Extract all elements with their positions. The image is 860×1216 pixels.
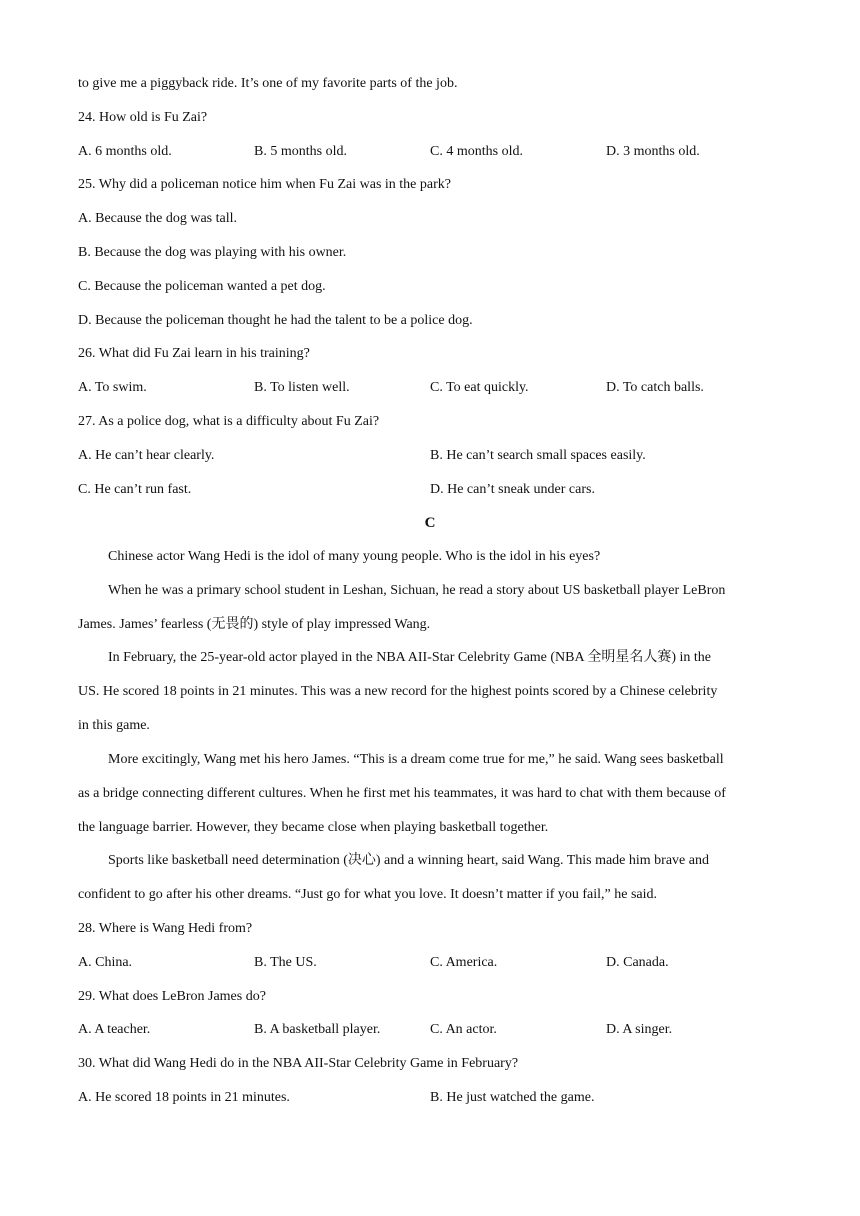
option-29-d: D. A singer. (606, 1022, 673, 1037)
passage-c-line: in this game. (78, 718, 150, 733)
option-26-d: D. To catch balls. (606, 380, 704, 395)
option-26-b: B. To listen well. (254, 380, 350, 395)
passage-c-line: the language barrier. However, they became close when playing basketball together. (78, 820, 549, 835)
option-29-c: C. An actor. (430, 1022, 497, 1037)
option-26-a: A. To swim. (78, 380, 147, 395)
passage-c-line: Chinese actor Wang Hedi is the idol of many young people. Who is the idol in his eyes? (108, 549, 601, 564)
option-28-d: D. Canada. (606, 955, 669, 970)
option-24-b: B. 5 months old. (254, 144, 347, 159)
question-25: 25. Why did a policeman notice him when Fu Zai was in the park? (78, 177, 451, 192)
passage-c-line: US. He scored 18 points in 21 minutes. This was a new record for the highest points scored by a Chinese celebrity (78, 684, 718, 699)
section-c-heading: C (424, 515, 436, 531)
question-24: 24. How old is Fu Zai? (78, 110, 208, 125)
passage-c-line: When he was a primary school student in Leshan, Sichuan, he read a story about US basketball player LeBron (108, 583, 726, 598)
passage-c-line: James. James’ fearless (无畏的) style of play impressed Wang. (78, 617, 431, 632)
option-24-a: A. 6 months old. (78, 144, 172, 159)
option-30-a: A. He scored 18 points in 21 minutes. (78, 1090, 290, 1105)
option-30-b: B. He just watched the game. (430, 1090, 595, 1105)
passage-b-final-line: to give me a piggyback ride. It’s one of my favorite parts of the job. (78, 76, 458, 91)
question-30: 30. What did Wang Hedi do in the NBA AII-Star Celebrity Game in February? (78, 1056, 519, 1071)
passage-c-line: confident to go after his other dreams. “Just go for what you love. It doesn’t matter if you fail,” he said. (78, 887, 658, 902)
option-25-d: D. Because the policeman thought he had the talent to be a police dog. (78, 313, 473, 328)
option-27-d: D. He can’t sneak under cars. (430, 482, 595, 497)
option-27-c: C. He can’t run fast. (78, 482, 192, 497)
option-24-c: C. 4 months old. (430, 144, 523, 159)
option-29-b: B. A basketball player. (254, 1022, 381, 1037)
option-26-c: C. To eat quickly. (430, 380, 529, 395)
option-27-a: A. He can’t hear clearly. (78, 448, 215, 463)
passage-c-line: as a bridge connecting different cultures. When he first met his teammates, it was hard to chat with them because of (78, 786, 726, 801)
option-24-d: D. 3 months old. (606, 144, 700, 159)
option-27-b: B. He can’t search small spaces easily. (430, 448, 646, 463)
option-25-b: B. Because the dog was playing with his owner. (78, 245, 347, 260)
passage-c-line: More excitingly, Wang met his hero James. “This is a dream come true for me,” he said. Wang sees basketball (108, 752, 724, 767)
option-25-a: A. Because the dog was tall. (78, 211, 238, 226)
option-29-a: A. A teacher. (78, 1022, 151, 1037)
option-28-a: A. China. (78, 955, 133, 970)
option-28-b: B. The US. (254, 955, 317, 970)
question-29: 29. What does LeBron James do? (78, 989, 266, 1004)
passage-c-line: In February, the 25-year-old actor played in the NBA AII-Star Celebrity Game (NBA 全明星名人赛) in the (108, 650, 711, 665)
passage-c-line: Sports like basketball need determination (决心) and a winning heart, said Wang. This made him brave and (108, 853, 709, 868)
question-26: 26. What did Fu Zai learn in his training? (78, 346, 310, 361)
question-27: 27. As a police dog, what is a difficulty about Fu Zai? (78, 414, 380, 429)
option-28-c: C. America. (430, 955, 498, 970)
option-25-c: C. Because the policeman wanted a pet dog. (78, 279, 326, 294)
question-28: 28. Where is Wang Hedi from? (78, 921, 253, 936)
